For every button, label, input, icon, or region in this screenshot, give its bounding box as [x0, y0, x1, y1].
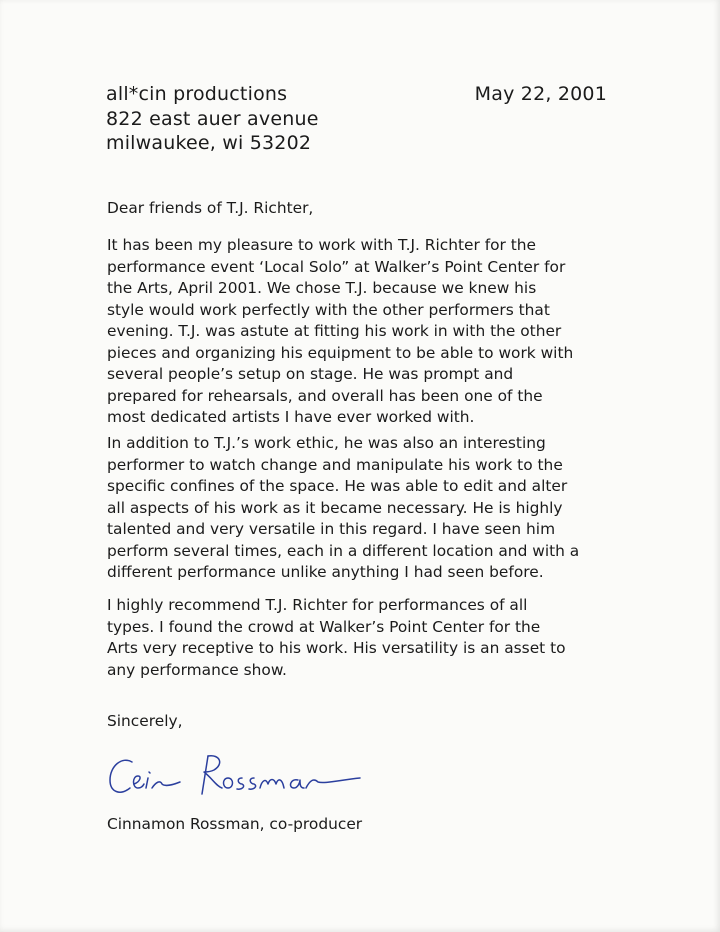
text-line: specific confines of the space. He was able to edit and alter — [107, 477, 568, 495]
text-line: pieces and organizing his equipment to be able to work with — [107, 343, 574, 362]
text-line: several people’s setup on stage. He was prompt and — [107, 365, 514, 383]
sender-city: milwaukee, wi 53202 — [106, 132, 312, 154]
text-line: I highly recommend T.J. Richter for performances of all — [107, 596, 528, 614]
text-line: different performance unlike anything I had seen before. — [107, 563, 544, 581]
text-line: talented and very versatile in this regard. I have seen him — [107, 520, 556, 538]
sender-address — [106, 82, 319, 156]
text-line: style would work perfectly with the other performers that — [107, 300, 550, 319]
paragraph-3 — [107, 595, 627, 681]
text-line: In addition to T.J.’s work ethic, he was also an interesting — [107, 434, 546, 452]
text-line: It has been my pleasure to work with T.J. Richter for the — [107, 236, 537, 254]
text-line: all aspects of his work as it became necessary. He is highly — [107, 498, 563, 517]
signer-name: Cinnamon Rossman, co-producer — [107, 815, 363, 833]
text-line: evening. T.J. was astute at fitting his work in with the other — [107, 322, 562, 340]
salutation: Dear friends of T.J. Richter, — [107, 199, 314, 217]
text-line: any performance show. — [107, 660, 287, 679]
text-line: types. I found the crowd at Walker’s Point Center for the — [107, 617, 541, 636]
paragraph-1 — [107, 235, 627, 429]
text-line: prepared for rehearsals, and overall has been one of the — [107, 386, 543, 405]
text-line: most dedicated artists I have ever worked with. — [107, 408, 475, 426]
closing: Sincerely, — [107, 712, 183, 730]
text-line: Arts very receptive to his work. His versatility is an asset to — [107, 639, 566, 657]
text-line: the Arts, April 2001. We chose T.J. because we knew his — [107, 279, 537, 297]
text-line: performance event ‘Local Solo” at Walker’s Point Center for — [107, 257, 566, 276]
handwritten-signature — [104, 748, 364, 804]
text-line: performer to watch change and manipulate his work to the — [107, 455, 563, 474]
sender-street: 822 east auer avenue — [106, 107, 319, 130]
letter-date: May 22, 2001 — [474, 83, 607, 105]
text-line: perform several times, each in a different location and with a — [107, 541, 580, 560]
paragraph-2 — [107, 433, 627, 584]
sender-name: all*cin productions — [106, 83, 288, 105]
